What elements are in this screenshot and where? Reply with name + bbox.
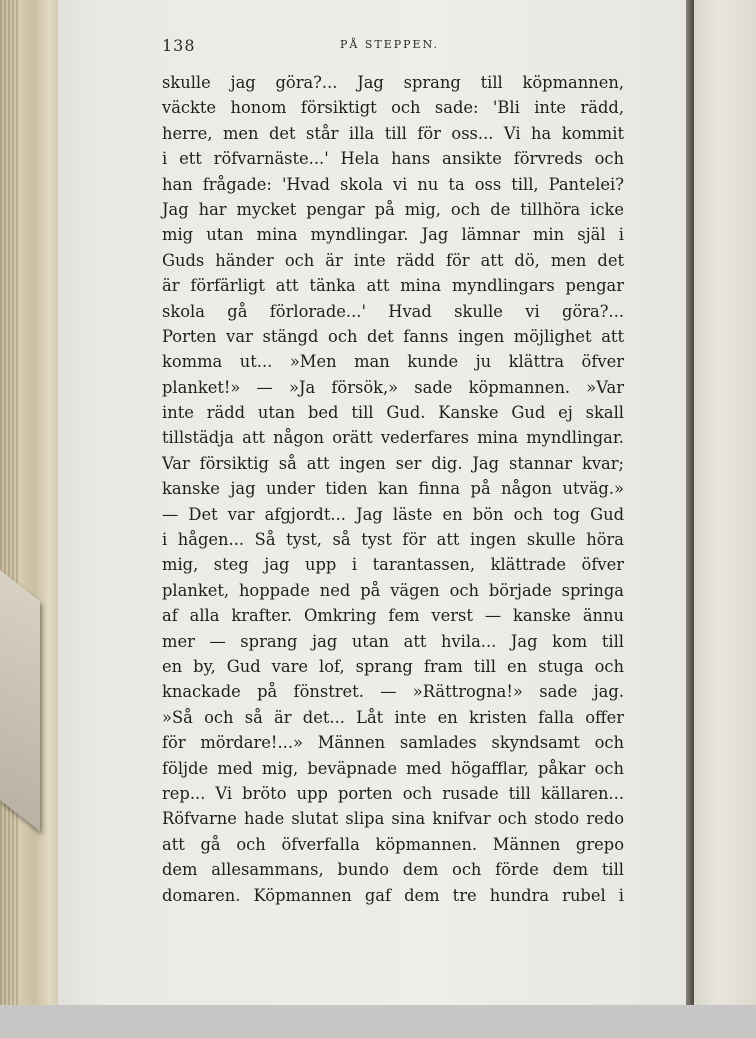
text-line: Guds händer och är inte rädd för att dö, men det (162, 250, 624, 270)
page-edges (0, 0, 18, 1005)
text-line: mig, steg jag upp i tarantassen, klättrade öfver (162, 555, 624, 575)
text-line: herre, men det står illa till för oss... Vi ha kommit (162, 123, 624, 143)
text-line: planket, hoppade ned på vägen och började springa (162, 580, 624, 600)
text-line: Var försiktig så att ingen ser dig. Jag stannar kvar; (162, 453, 624, 473)
text-line: rep... Vi bröto upp porten och rusade till källaren... (162, 783, 624, 803)
text-line: följde med mig, beväpnade med högafflar, påkar och (162, 758, 624, 778)
text-line: skola gå förlorade...' Hvad skulle vi göra?... (162, 301, 624, 321)
text-line: en by, Gud vare lof, sprang fram till en stuga och (162, 656, 624, 676)
text-line: skulle jag göra?... Jag sprang till köpmannen, (162, 73, 624, 92)
text-line: mig utan mina myndlingar. Jag lämnar min själ i (162, 225, 624, 245)
text-line: i ett röfvarnäste...' Hela hans ansikte förvreds och (162, 149, 624, 169)
text-line: kanske jag under tiden kan finna på någon utväg.» (162, 479, 624, 499)
page-shadow (686, 0, 694, 1005)
text-line: tillstädja att någon orätt vederfares mina myndlingar. (162, 428, 624, 448)
text-line: domaren. Köpmannen gaf dem tre hundra rubel i (162, 885, 624, 905)
page-number: 138 (162, 36, 196, 55)
text-line: i hågen... Så tyst, så tyst för att ingen skulle höra (162, 530, 624, 550)
text-line: »Så och så är det... Låt inte en kristen falla offer (162, 707, 624, 727)
text-line: är förfärligt att tänka att mina myndlingars pengar (162, 276, 624, 296)
text-line: dem allesammans, bundo dem och förde dem till (162, 860, 624, 880)
body-text (162, 70, 624, 908)
text-line: planket!» — »Ja försök,» sade köpmannen. »Var (162, 377, 624, 397)
running-head: PÅ STEPPEN. (340, 38, 439, 51)
left-page-stack (0, 0, 62, 1005)
text-line: komma ut... »Men man kunde ju klättra öfver (162, 352, 624, 372)
text-line: knackade på fönstret. — »Rättrogna!» sade jag. (162, 682, 624, 702)
scanner-bottom-band (0, 1005, 756, 1038)
facing-page (694, 0, 756, 1005)
text-line: mer — sprang jag utan att hvila... Jag kom till (162, 631, 624, 651)
text-line: väckte honom försiktigt och sade: 'Bli inte rädd, (162, 98, 624, 118)
text-line: af alla krafter. Omkring fem verst — kanske ännu (162, 606, 624, 626)
folded-page-flap (0, 570, 40, 831)
text-line: att gå och öfverfalla köpmannen. Männen grepo (162, 834, 624, 854)
text-line: Jag har mycket pengar på mig, och de tillhöra icke (162, 199, 624, 219)
text-line: — Det var afgjordt... Jag läste en bön och tog Gud (162, 504, 624, 524)
text-line: inte rädd utan bed till Gud. Kanske Gud ej skall (162, 403, 624, 423)
text-line: han frågade: 'Hvad skola vi nu ta oss till, Pantelei? (162, 174, 624, 194)
text-line: Röfvarne hade slutat slipa sina knifvar och stodo redo (162, 809, 624, 829)
text-line: för mördare!...» Männen samlades skyndsamt och (162, 733, 624, 753)
text-line: Porten var stängd och det fanns ingen möjlighet att (162, 326, 624, 346)
